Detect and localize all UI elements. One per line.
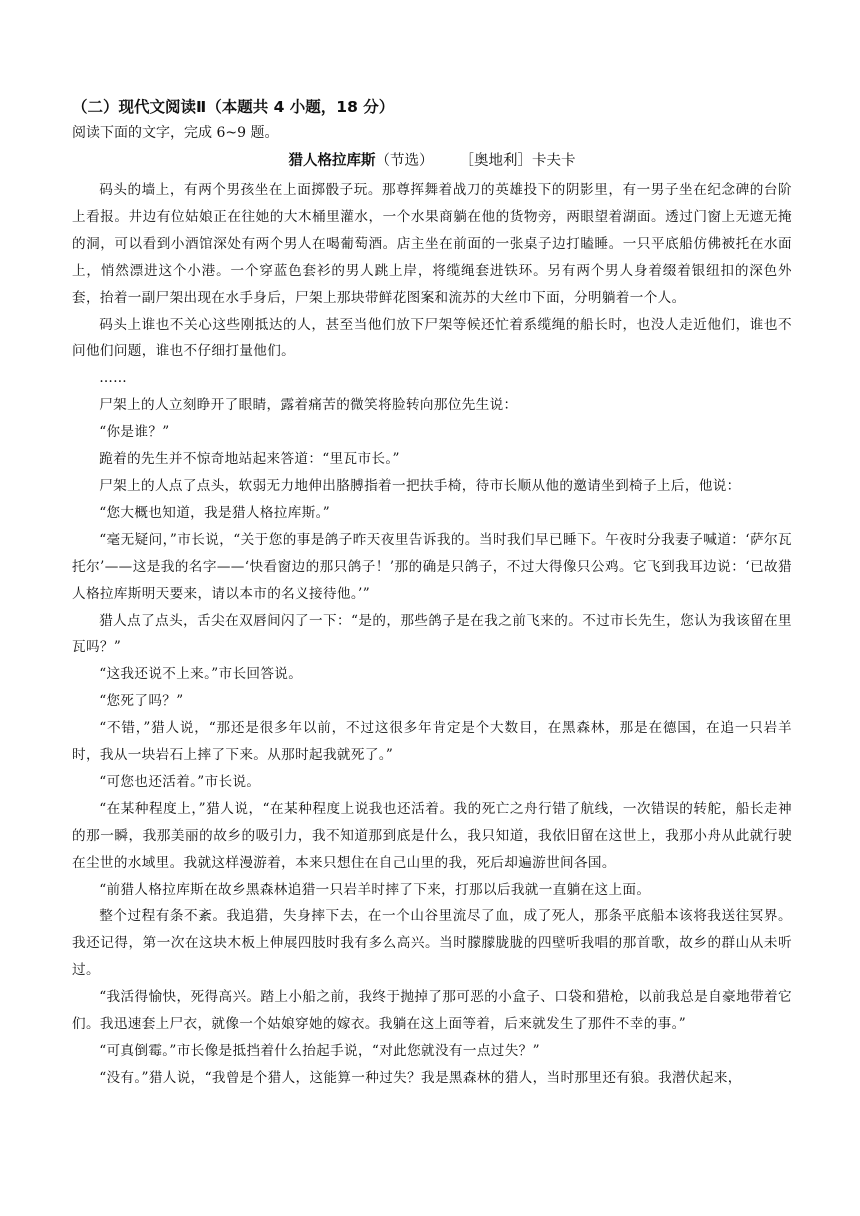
article-author: ［奥地利］卡夫卡 [459, 153, 576, 169]
article-paragraph: “毫无疑问，”市长说，“关于您的事是鸽子昨天夜里告诉我的。当时我们早已睡下。午夜时分我妻子喊道：‘萨尔瓦托尔’——这是我的名字——‘快看窗边的那只鸽子！’那的确是只鸽子，不过大得像只公鸡。它飞到我耳边说：‘已故猎人格拉库斯明天要来，请以本市的名义接待他。’” [72, 531, 792, 602]
article-paragraph: “可真倒霉。”市长像是抵挡着什么抬起手说，“对此您就没有一点过失？” [99, 1043, 540, 1059]
article-paragraph: 码头上谁也不关心这些刚抵达的人，甚至当他们放下尸架等候还忙着系缆绳的船长时，也没人走近他们，谁也不问他们问题，谁也不仔细打量他们。 [72, 316, 792, 360]
article-paragraph: “前猎人格拉库斯在故乡黑森林追猎一只岩羊时摔了下来，打那以后我就一直躺在这上面。 [99, 881, 651, 898]
article-paragraph: “可您也还活着。”市长说。 [99, 773, 261, 790]
article-paragraph: “没有。”猎人说，“我曾是个猎人，这能算一种过失？我是黑森林的猎人，当时那里还有狼。我潜伏起来， [99, 1069, 742, 1086]
article-paragraph: “在某种程度上，”猎人说，“在某种程度上说我也还活着。我的死亡之舟行错了航线，一次错误的转舵，船长走神的那一瞬，我那美丽的故乡的吸引力，我不知道那到底是什么，我只知道，我依旧留在这世上，我那小舟从此就行驶在尘世的水域里。我就这样漫游着，本来只想住在自己山里的我，死后却遍游世间各国。 [72, 800, 792, 871]
article-paragraph: 猎人点了点头，舌尖在双唇间闪了一下：“是的，那些鸽子是在我之前飞来的。不过市长先生，您认为我该留在里瓦吗？” [72, 612, 792, 656]
article-paragraph: 尸架上的人立刻睁开了眼睛，露着痛苦的微笑将脸转向那位先生说： [99, 397, 518, 414]
article-paragraph: 整个过程有条不紊。我追猎，失身摔下去，在一个山谷里流尽了血，成了死人，那条平底船本该将我送往冥界。我还记得，第一次在这块木板上伸展四肢时我有多么高兴。当时朦朦胧胧的四壁听我唱的那首歌，故乡的群山从未听过。 [72, 908, 792, 979]
exam-page [72, 94, 792, 1092]
article-paragraph: 跪着的先生并不惊奇地站起来答道：“里瓦市长。” [99, 451, 400, 468]
article-paragraph: 尸架上的人点了点头，软弱无力地伸出胳膊指着一把扶手椅，待市长顺从他的邀请坐到椅子上后，他说： [99, 477, 741, 494]
article-paragraph: …… [99, 370, 128, 387]
article-paragraph: 码头的墙上，有两个男孩坐在上面掷骰子玩。那尊挥舞着战刀的英雄投下的阴影里，有一男子坐在纪念碑的台阶上看报。井边有位姑娘正在往她的大木桶里灌水，一个水果商躺在他的货物旁，两眼望着湖面。透过门窗上无遮无掩的洞，可以看到小酒馆深处有两个男人在喝葡萄酒。店主坐在前面的一张桌子边打瞌睡。一只平底船仿佛被托在水面上，悄然漂进这个小港。一个穿蓝色套衫的男人跳上岸，将缆绳套进铁环。另有两个男人身着缀着银纽扣的深色外套，抬着一副尸架出现在水手身后，尸架上那块带鲜花图案和流苏的大丝巾下面，分明躺着一个人。 [72, 182, 792, 306]
article-heading [72, 148, 792, 175]
article-body [72, 177, 792, 1092]
article-paragraph: “不错，”猎人说，“那还是很多年以前，不过这很多年肯定是个大数目，在黑森林，那是在德国，在追一只岩羊时，我从一块岩石上摔了下来。从那时起我就死了。” [72, 720, 792, 764]
article-paragraph: “你是谁？” [99, 424, 170, 441]
article-title: 猎人格拉库斯 [288, 153, 376, 169]
section-title: （二）现代文阅读Ⅱ（本题共 4 小题，18 分） [72, 98, 395, 116]
article-paragraph: “这我还说不上来。”市长回答说。 [99, 666, 303, 683]
article-paragraph: “您死了吗？” [99, 693, 184, 710]
article-paragraph: “您大概也知道，我是猎人格拉库斯。” [99, 504, 331, 521]
reading-instruction: 阅读下面的文字，完成 6~9 题。 [72, 125, 279, 141]
article-title-note: （节选） [375, 153, 434, 169]
article-paragraph: “我活得愉快，死得高兴。踏上小船之前，我终于抛掉了那可恶的小盒子、口袋和猎枪，以前我总是自豪地带着它们。我迅速套上尸衣，就像一个姑娘穿她的嫁衣。我躺在这上面等着，后来就发生了那件不幸的事。” [72, 989, 792, 1033]
